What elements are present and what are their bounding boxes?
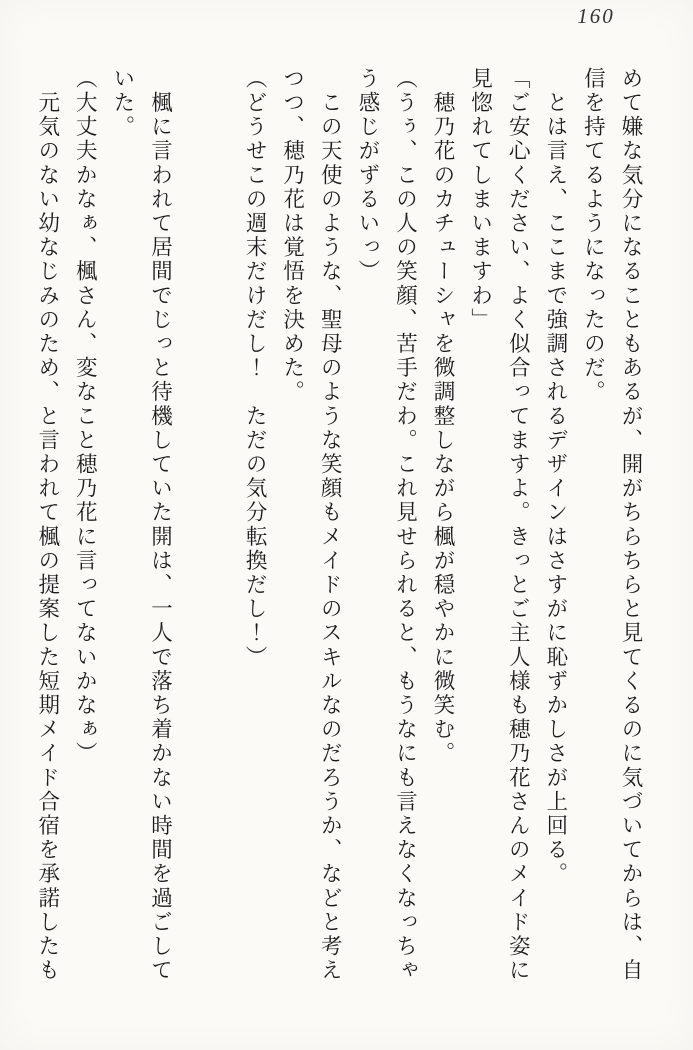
text-line: この天使のような、聖母のような笑顔もメイドのスキルなのだろうか、などと考え — [318, 67, 343, 983]
text-line: 見惚れてしまいますわ」 — [468, 67, 493, 333]
text-line: （どうせこの週末だけだし！ ただの気分転換だし！） — [243, 67, 268, 670]
text-line: つつ、穂乃花は覚悟を決めた。 — [280, 67, 305, 405]
text-line: （うぅ、この人の笑顔、苦手だわ。これ見せられると、もうなにも言えなくなっちゃ — [393, 67, 418, 983]
text-line: 楓に言われて居間でじっと待機していた開は、一人で落ち着かない時間を過ごして — [148, 67, 173, 983]
text-line: 信を持てるようになったのだ。 — [581, 67, 606, 405]
vertical-text-area — [28, 67, 649, 983]
page-number: 160 — [577, 4, 615, 28]
text-line: いた。 — [110, 67, 135, 140]
text-line: う感じがずるいっ） — [355, 67, 380, 284]
text-line: めて嫌な気分になることもあるが、開がちらちらと見てくるのに気づいてからは、自 — [619, 67, 643, 983]
text-section-1 — [235, 67, 649, 983]
text-line: 穂乃花のカチューシャを微調整しながら楓が穏やかに微笑む。 — [431, 67, 456, 766]
text-section-2 — [28, 67, 178, 983]
text-line: 「ご安心ください、よく似合ってますよ。きっとご主人様も穂乃花さんのメイド姿に — [506, 67, 531, 983]
text-line: （大丈夫かなぁ、楓さん、変なこと穂乃花に言ってないかなぁ） — [73, 67, 98, 766]
text-line: とは言え、ここまで強調されるデザインはさすがに恥ずかしさが上回る。 — [543, 67, 568, 887]
text-line: 元気のない幼なじみのため、と言われて楓の提案した短期メイド合宿を承諾したも — [35, 67, 60, 983]
